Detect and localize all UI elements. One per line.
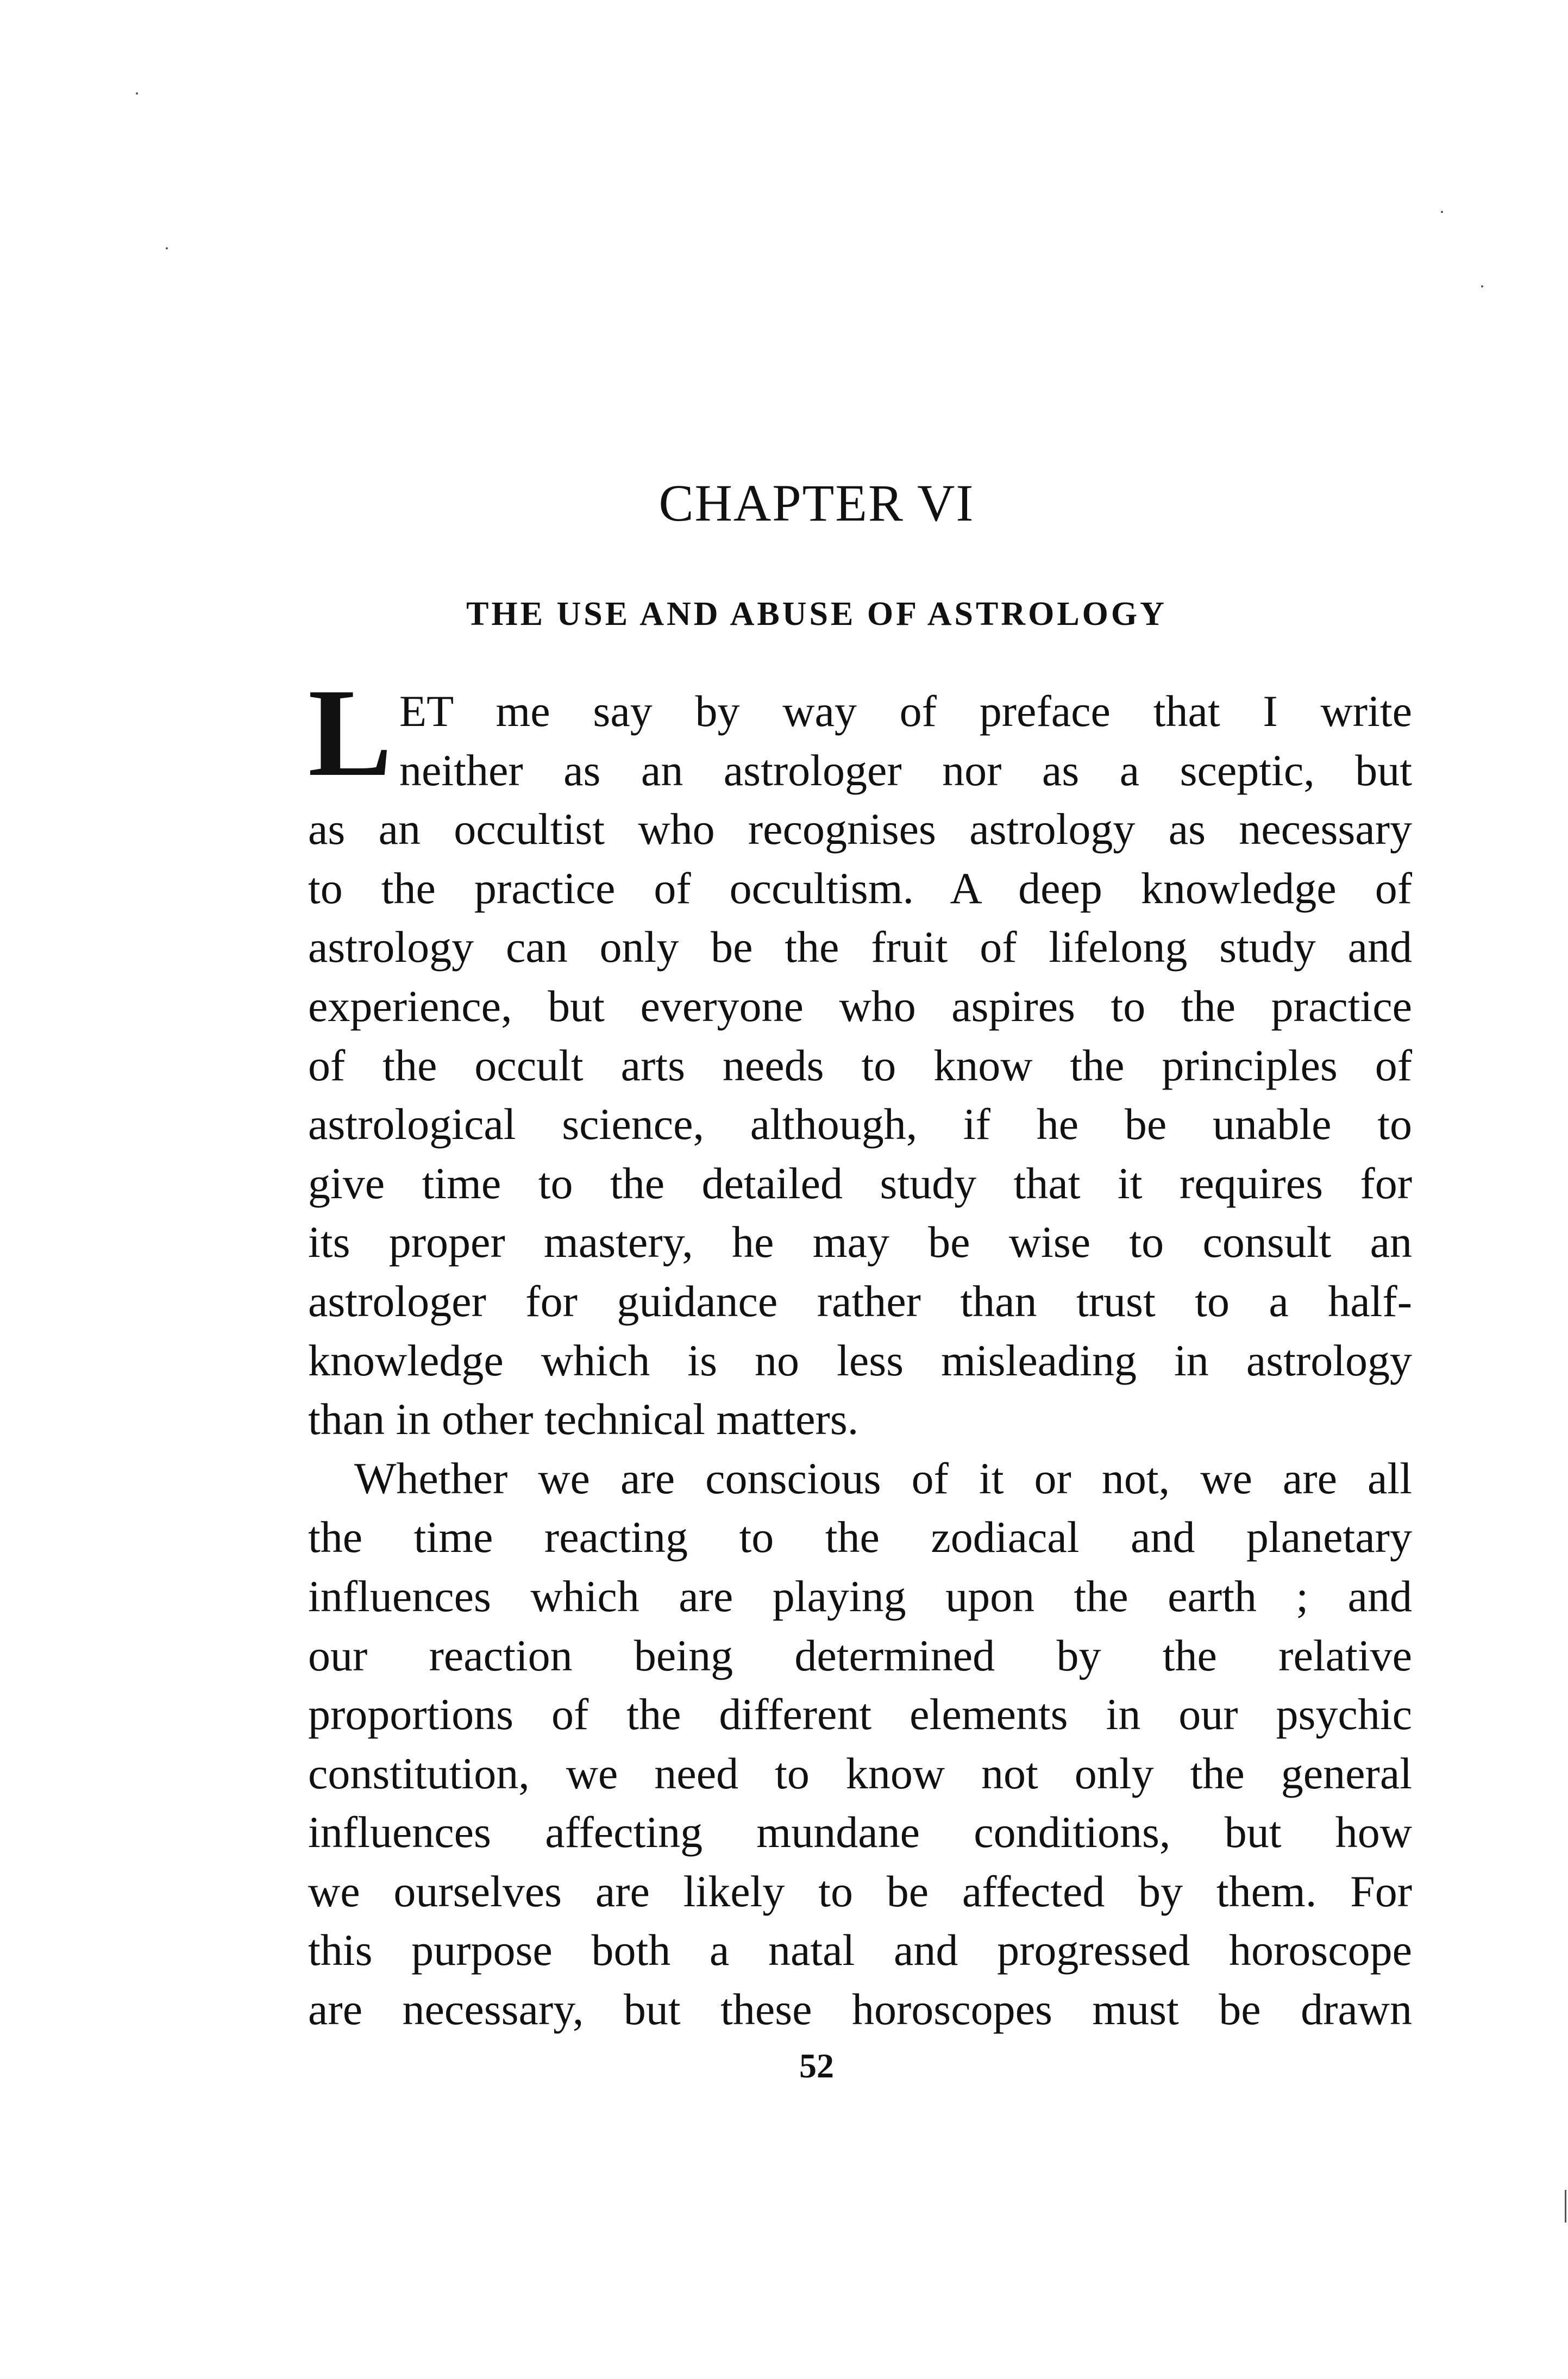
text-line: are necessary, but these horoscopes must be drawn	[308, 1984, 1412, 2034]
text-line: Whether we are conscious of it or not, we are all	[354, 1453, 1412, 1503]
text-line: the time reacting to the zodiacal and planetary	[308, 1512, 1412, 1562]
text-line: neither as an astrologer nor as a sceptic, but	[399, 745, 1412, 795]
text-line: than in other technical matters.	[308, 1394, 859, 1444]
text-line: knowledge which is no less misleading in astrology	[308, 1335, 1412, 1385]
paragraph-2	[308, 1449, 1412, 2039]
text-line: influences affecting mundane conditions, but how	[308, 1807, 1412, 1857]
chapter-heading: CHAPTER VI	[658, 474, 975, 532]
text-line: our reaction being determined by the relative	[308, 1630, 1412, 1680]
text-line: its proper mastery, he may be wise to consult an	[308, 1217, 1412, 1267]
text-line: as an occultist who recognises astrology as necessary	[308, 804, 1412, 854]
scan-speck	[1481, 285, 1483, 287]
text-line: of the occult arts needs to know the principles of	[308, 1040, 1412, 1090]
text-line: constitution, we need to know not only the general	[308, 1748, 1412, 1798]
page-number: 52	[799, 2046, 834, 2085]
text-line: ET me say by way of preface that I write	[399, 686, 1412, 736]
text-line: we ourselves are likely to be affected by them. For	[308, 1866, 1412, 1916]
paragraph-1	[308, 663, 1412, 1449]
text-line: proportions of the different elements in our psychic	[308, 1689, 1412, 1739]
text-line: astrological science, although, if he be unable to	[308, 1099, 1412, 1149]
scan-speck	[1565, 2190, 1566, 2223]
scan-speck	[136, 92, 138, 95]
scan-speck	[166, 247, 168, 249]
text-line: astrology can only be the fruit of lifelong study and	[308, 922, 1412, 972]
text-line: this purpose both a natal and progressed horoscope	[308, 1925, 1412, 1975]
text-line: astrologer for guidance rather than trust to a half-	[308, 1276, 1412, 1326]
text-line: experience, but everyone who aspires to the practice	[308, 981, 1412, 1031]
scan-speck	[1441, 211, 1443, 213]
text-line: to the practice of occultism. A deep knowledge of	[308, 863, 1412, 913]
body-text	[308, 663, 1412, 2039]
text-line: give time to the detailed study that it requires for	[308, 1158, 1412, 1208]
text-line: influences which are playing upon the earth ; and	[308, 1571, 1412, 1621]
chapter-subtitle: THE USE AND ABUSE OF ASTROLOGY	[466, 596, 1167, 633]
drop-cap: L	[308, 663, 392, 803]
